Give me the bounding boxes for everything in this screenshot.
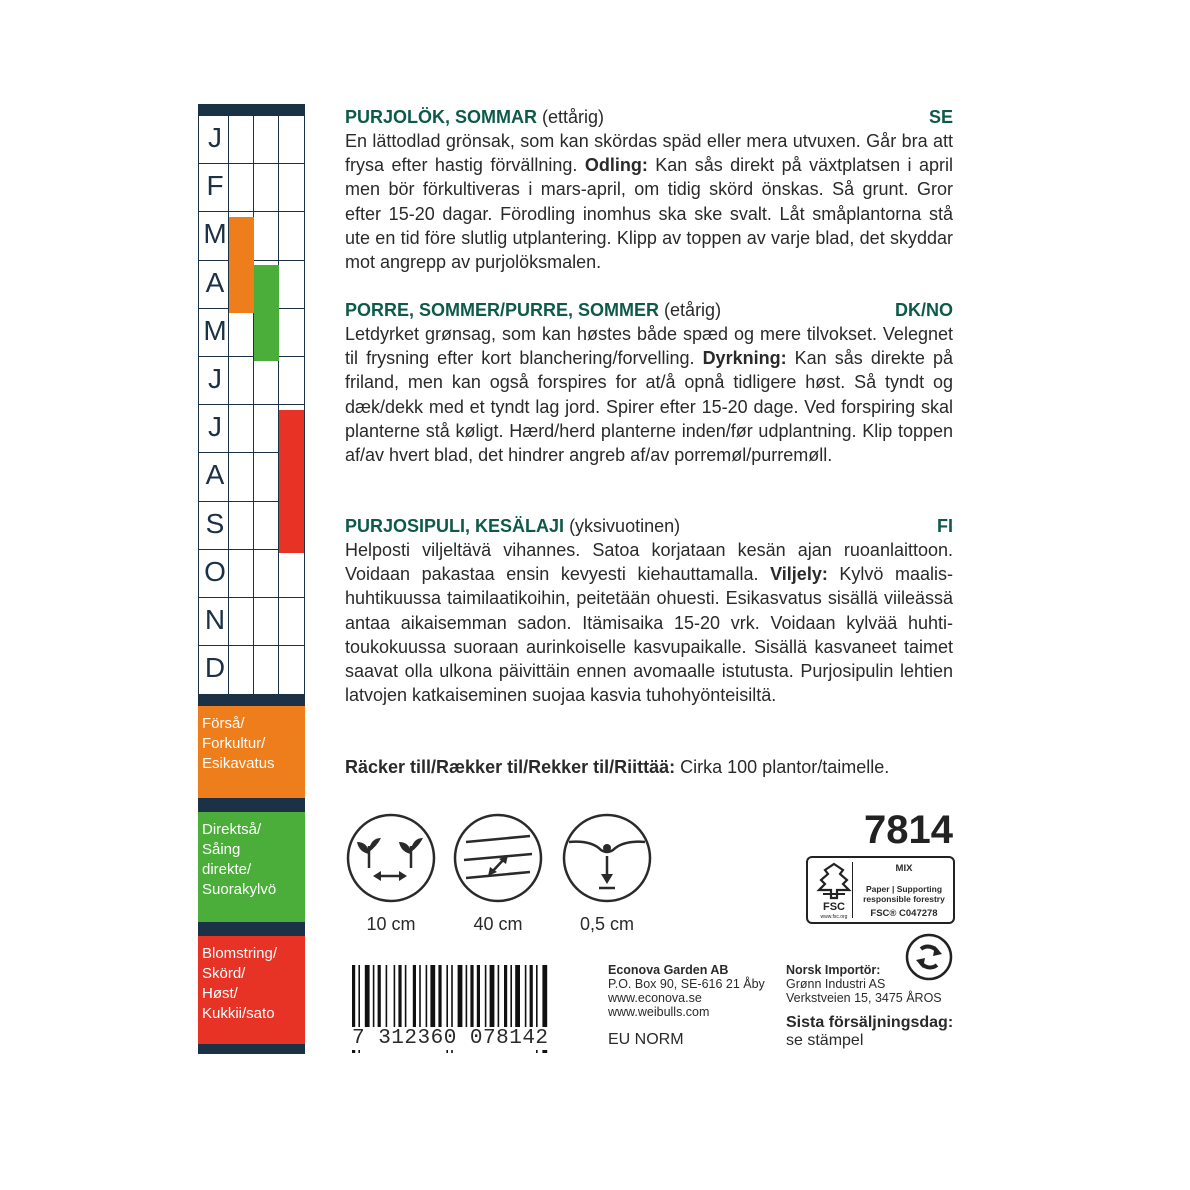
legend-presow: Förså/ Forkultur/ Esikavatus xyxy=(198,706,305,798)
section-subtitle: (etårig) xyxy=(664,300,722,320)
language-code: DK/NO xyxy=(895,300,953,320)
article-number: 7814 xyxy=(864,808,953,852)
plant-spacing-icon xyxy=(345,812,437,904)
month-row xyxy=(199,116,304,164)
direct-sow-bar xyxy=(254,265,279,361)
presow-bar xyxy=(229,217,254,313)
month-letter: A xyxy=(205,266,225,298)
section-danish-norwegian xyxy=(345,298,953,467)
month-letter: A xyxy=(205,459,225,491)
plant-spacing xyxy=(345,812,437,935)
month-row xyxy=(199,357,304,405)
sowing-calendar xyxy=(198,104,305,1054)
barcode-digits: 7 312360 078142 xyxy=(352,1027,568,1050)
icon-label: 10 cm xyxy=(366,914,416,934)
month-letter: J xyxy=(208,411,222,443)
month-letter: S xyxy=(205,507,225,539)
calendar-divider xyxy=(198,694,305,706)
fsc-code: FSC® C047278 xyxy=(870,908,938,919)
section-title: PORRE, SOMMER/PURRE, SOMMER xyxy=(345,300,660,320)
month-grid xyxy=(198,116,305,694)
sowing-depth xyxy=(561,812,653,935)
section-text: En lättodlad grönsak, som kan skördas späd eller mera utvuxen. Går bra att frysa efter hastig förvällning. Odling: Kan sås direkt på växtplatsen i april men bör förkultiveras i mars-april, om tidig skörd önskas. Så grunt. Gror efter 15-20 dagar. Förodling inomhus ska ske svalt. Låt småplantorna stå ute en tid före slutlig utplantering. Klipp av toppen av varje blad, det skyddar mot angrepp av purjolöksmalen. xyxy=(345,131,954,273)
legend-direct-sow: Direktså/ Såing direkte/ Suorakylvö xyxy=(198,812,305,922)
eu-norm: EU NORM xyxy=(608,1031,684,1048)
section-subtitle: (yksivuotinen) xyxy=(569,516,681,536)
month-row xyxy=(199,309,304,357)
month-letter: J xyxy=(208,363,222,394)
fsc-mix: MIX xyxy=(895,863,913,874)
month-row xyxy=(199,550,304,598)
month-letter: M xyxy=(203,218,227,250)
month-letter: N xyxy=(204,604,226,635)
section-text: Letdyrket grønsag, som kan høstes både spæd og mere tilvokset. Velegnet til frysning efter kort blanchering/forvelling. Dyrkning: Kan sås direkte på friland, men kan også forspires for at/å opnå tidligere høst. Så tyndt og dæk/dekk med et tyndt lag jord. Spirer efter 15-20 dage. Ved forspiring skal planterne stå køligt. Hærd/herd planterne inden/før udplantning. Klip toppen af/av hvert blad, det hindrer angreb af/av porremøl/purremøll. xyxy=(345,324,953,466)
month-letter: D xyxy=(204,652,226,684)
month-letter: O xyxy=(204,555,226,587)
calendar-top-bar xyxy=(198,104,305,116)
last-sale-info xyxy=(786,1014,953,1050)
fsc-text-line2: responsible forestry xyxy=(863,894,945,904)
section-subtitle: (ettårig) xyxy=(542,107,605,127)
sowing-depth-icon xyxy=(561,812,653,904)
svg-text:FSC: FSC xyxy=(823,901,845,913)
importer-address: Verkstveien 15, 3475 ÅROS xyxy=(786,991,942,1005)
last-sale-value: se stämpel xyxy=(786,1032,864,1049)
legend-harvest: Blomstring/ Skörd/ Høst/ Kukkii/sato xyxy=(198,936,305,1044)
company-web1: www.econova.se xyxy=(608,991,702,1005)
icon-label: 0,5 cm xyxy=(579,914,635,934)
company-address: P.O. Box 90, SE-616 21 Åby xyxy=(608,977,765,991)
month-row xyxy=(199,598,304,646)
section-title: PURJOSIPULI, KESÄLAJI xyxy=(345,516,565,536)
importer-title: Norsk Importör: xyxy=(786,963,881,977)
fsc-label xyxy=(806,856,955,924)
fsc-tree-icon xyxy=(813,860,855,922)
importer-name: Grønn Industri AS xyxy=(786,977,886,991)
harvest-bar xyxy=(279,410,304,553)
section-text: Helposti viljeltävä vihannes. Satoa korjataan kesän ajan ruoanlaittoon. Voidaan pakastaa ensin kevyesti kiehauttamalla. Viljely: Kylvö maalis-huhtikuussa taimilaatikoihin, peitetään ohuesti. Esikasvatus sisällä viileässä antaa aikaisemman sadon. Itämisaika 15-20 vrk. Voidaan kylvää huhti-toukokuussa suoraan aurinkoiselle kasvupaikalle. Sisällä kasvaneet taimet saavat olla ulkona päivittäin ennen avomaalle istutusta. Purjosipulin lehtien latvojen katkaiseminen suojaa kasvia tuhohyönteisiltä. xyxy=(345,540,954,706)
month-letter: M xyxy=(203,314,227,346)
company-web2: www.weibulls.com xyxy=(608,1005,710,1019)
yield-info: Räcker till/Rækker til/Rekker til/Riittää: Cirka 100 plantor/taimelle. xyxy=(345,757,890,777)
section-finnish xyxy=(345,514,953,707)
month-letter: F xyxy=(206,170,224,202)
row-spacing xyxy=(452,812,544,935)
company-name: Econova Garden AB xyxy=(608,963,729,977)
importer-info xyxy=(786,963,942,1005)
month-letter: J xyxy=(208,122,222,153)
month-row xyxy=(199,646,304,694)
language-code: FI xyxy=(937,516,953,536)
last-sale-title: Sista försäljningsdag: xyxy=(786,1014,954,1031)
fsc-text-line1: Paper | Supporting xyxy=(865,884,943,894)
section-swedish xyxy=(345,105,953,274)
row-spacing-icon xyxy=(452,812,544,904)
company-info xyxy=(608,963,765,1019)
icon-label: 40 cm xyxy=(473,914,523,934)
month-row xyxy=(199,164,304,212)
svg-text:www.fsc.org: www.fsc.org xyxy=(820,914,848,920)
section-title: PURJOLÖK, SOMMAR xyxy=(345,107,538,127)
language-code: SE xyxy=(928,107,953,127)
